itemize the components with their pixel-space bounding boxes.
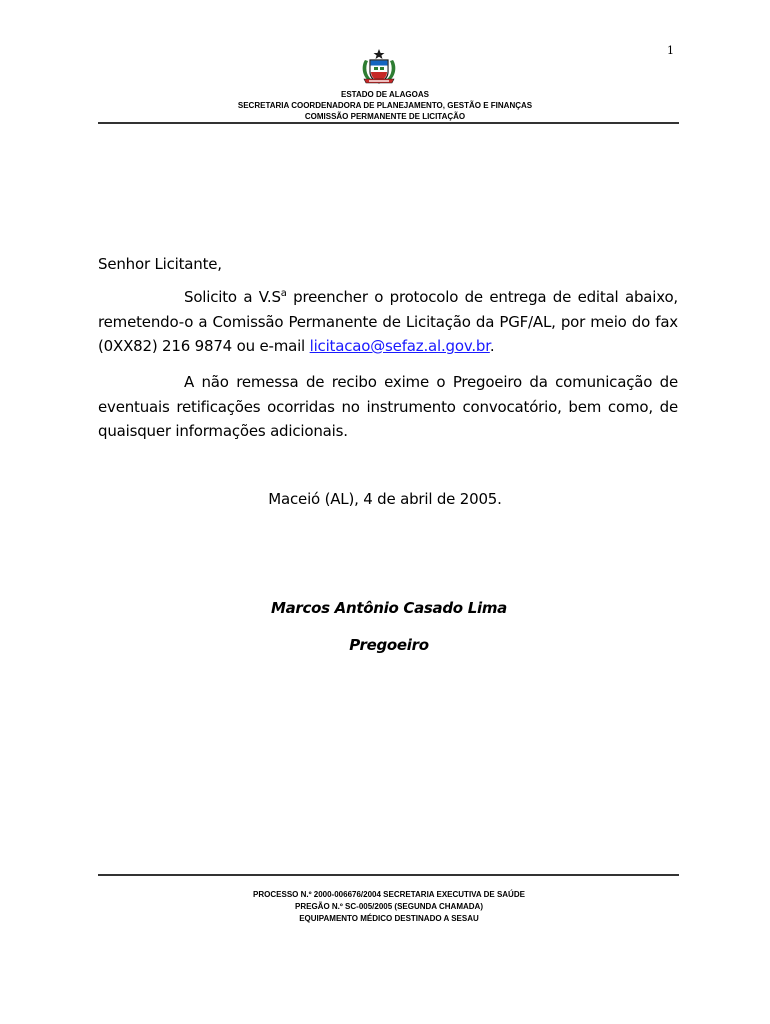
document-header <box>0 89 770 122</box>
letter-date: Maceió (AL), 4 de abril de 2005. <box>268 490 502 508</box>
paragraph-request <box>98 285 678 359</box>
footer-auction: PREGÃO N.º SC-005/2005 (SEGUNDA CHAMADA) <box>295 902 483 911</box>
header-secretariat: SECRETARIA COORDENADORA DE PLANEJAMENTO, GESTÃO E FINANÇAS <box>237 101 533 110</box>
salutation: Senhor Licitante, <box>98 255 222 273</box>
state-coat-of-arms-icon <box>359 48 399 86</box>
footer-divider <box>98 874 679 876</box>
document-footer <box>0 889 770 925</box>
footer-equipment: EQUIPAMENTO MÉDICO DESTINADO A SESAU <box>299 914 479 923</box>
paragraph-request-start: Solicito a V.S <box>184 288 281 306</box>
footer-process: PROCESSO N.º 2000-006676/2004 SECRETARIA EXECUTIVA DE SAÚDE <box>253 890 525 899</box>
header-commission: COMISSÃO PERMANENTE DE LICITAÇÃO <box>304 112 466 121</box>
page-number: 1 <box>667 44 674 57</box>
paragraph-notice-text: A não remessa de recibo exime o Pregoeiro da comunicação de eventuais retificações ocorridas no instrumento convocatório, bem como, de quaisquer informações adicionais. <box>98 373 678 440</box>
header-divider <box>98 122 679 124</box>
paragraph-request-body: preencher o protocolo de entrega de edital abaixo, remetendo-o a Comissão Permanente de Licitação da PGF/AL, por meio do fax (0XX82) 216 9874 ou e-mail <box>98 288 678 355</box>
superscript-a: a <box>280 288 287 299</box>
paragraph-notice <box>98 370 678 444</box>
email-link[interactable]: licitacao@sefaz.al.gov.br <box>309 337 490 355</box>
signer-title: Pregoeiro <box>349 636 429 654</box>
paragraph-request-end: . <box>489 337 495 355</box>
signer-name: Marcos Antônio Casado Lima <box>270 599 507 617</box>
header-state: ESTADO DE ALAGOAS <box>340 90 429 99</box>
